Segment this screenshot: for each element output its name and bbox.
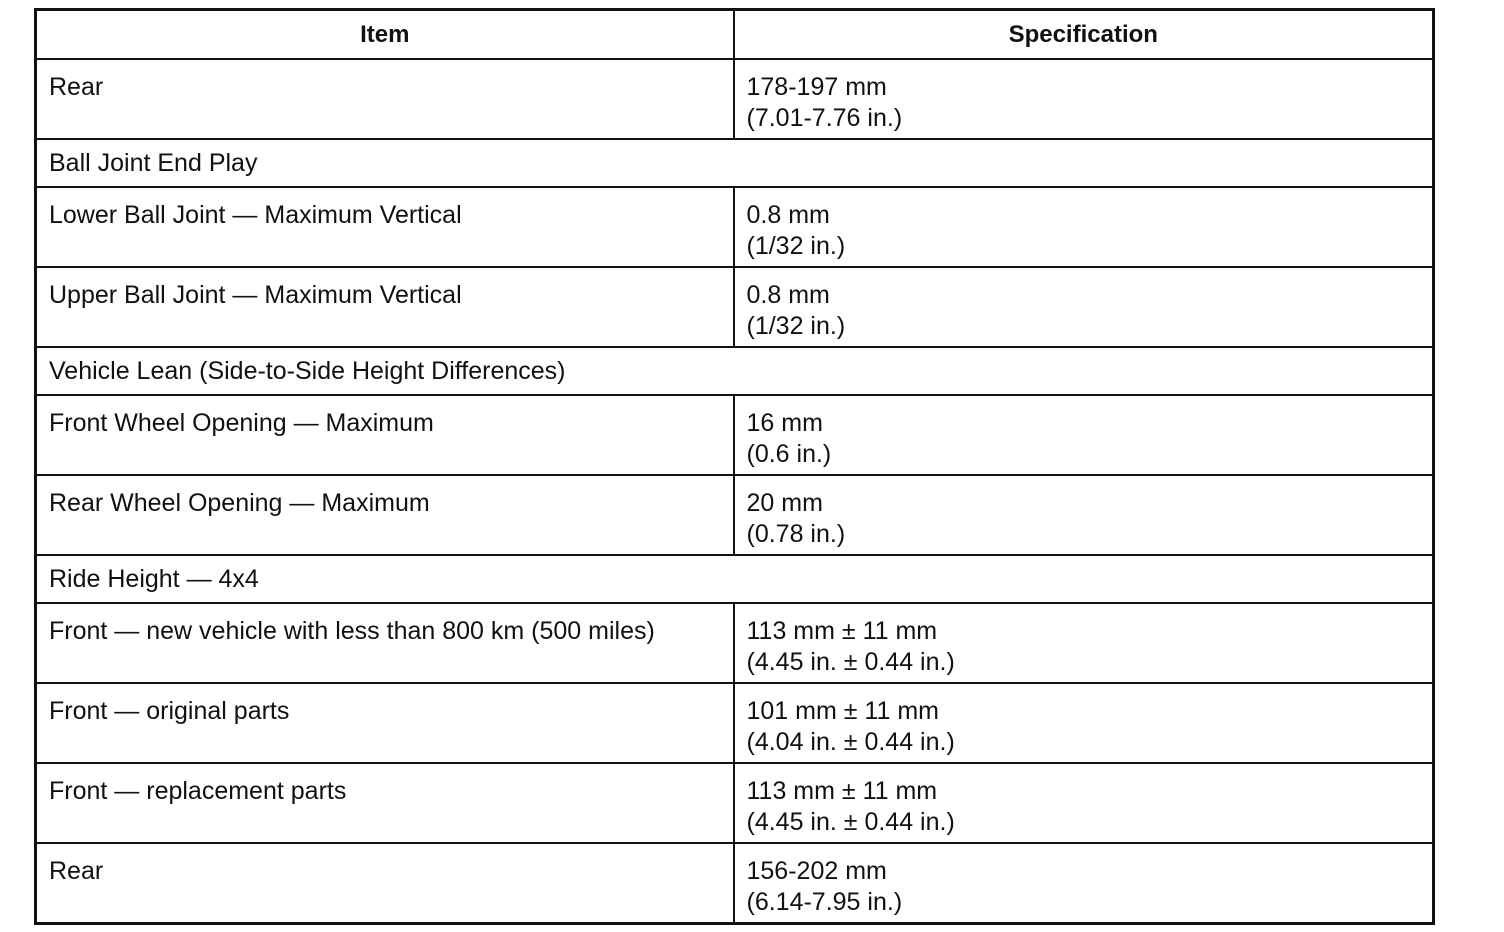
- spec-value: [735, 268, 1433, 342]
- spec-cell: [734, 267, 1434, 347]
- item-cell: [36, 683, 734, 763]
- spec-imperial: (4.45 in. ± 0.44 in.): [746, 808, 955, 836]
- spec-imperial: (7.01-7.76 in.): [746, 104, 903, 132]
- item-label: Front — original parts: [49, 697, 290, 725]
- table-row: [36, 267, 1434, 347]
- spec-value: [735, 764, 1433, 838]
- specification-table: [34, 8, 1435, 925]
- item-cell: [36, 59, 734, 139]
- spec-metric: 178-197 mm: [746, 73, 887, 101]
- item-label: Front — new vehicle with less than 800 km (500 miles): [49, 617, 655, 645]
- spec-cell: [734, 683, 1434, 763]
- spec-value: [735, 684, 1433, 758]
- section-row: [36, 555, 1434, 603]
- table-row: [36, 187, 1434, 267]
- item-cell: [36, 843, 734, 924]
- spec-metric: 156-202 mm: [746, 857, 887, 885]
- table-body: [36, 59, 1434, 924]
- item-label: Rear Wheel Opening — Maximum: [49, 489, 430, 517]
- section-title: Vehicle Lean (Side-to-Side Height Differences): [49, 356, 566, 385]
- section-title: Ball Joint End Play: [49, 148, 258, 177]
- item-cell: [36, 763, 734, 843]
- spec-metric: 0.8 mm: [746, 281, 830, 309]
- item-cell: [36, 187, 734, 267]
- item-label: Upper Ball Joint — Maximum Vertical: [49, 281, 462, 309]
- item-cell: [36, 267, 734, 347]
- table-header-row: [36, 10, 1434, 60]
- spec-imperial: (4.04 in. ± 0.44 in.): [746, 728, 955, 756]
- spec-imperial: (1/32 in.): [746, 232, 846, 260]
- item-label: Front Wheel Opening — Maximum: [49, 409, 434, 437]
- table-row: [36, 59, 1434, 139]
- table-row: [36, 843, 1434, 924]
- spec-metric: 101 mm ± 11 mm: [746, 697, 939, 725]
- spec-value: [735, 396, 1433, 470]
- spec-metric: 113 mm ± 11 mm: [746, 777, 938, 805]
- section-title: Ride Height — 4x4: [49, 564, 259, 593]
- section-cell: [36, 555, 1434, 603]
- spec-imperial: (6.14-7.95 in.): [746, 888, 903, 916]
- spec-cell: [734, 395, 1434, 475]
- item-label: Rear: [49, 73, 104, 101]
- section-cell: [36, 347, 1434, 395]
- spec-metric: 113 mm ± 11 mm: [746, 617, 938, 645]
- spec-cell: [734, 475, 1434, 555]
- item-label: Rear: [49, 857, 104, 885]
- spec-metric: 20 mm: [746, 489, 823, 517]
- spec-value: [735, 604, 1433, 678]
- spec-cell: [734, 59, 1434, 139]
- item-label: Front — replacement parts: [49, 777, 347, 805]
- table-row: [36, 603, 1434, 683]
- table-row: [36, 763, 1434, 843]
- spec-value: [735, 476, 1433, 550]
- spec-metric: 0.8 mm: [746, 201, 830, 229]
- spec-metric: 16 mm: [746, 409, 823, 437]
- item-cell: [36, 395, 734, 475]
- spec-imperial: (1/32 in.): [746, 312, 846, 340]
- section-row: [36, 139, 1434, 187]
- table-row: [36, 475, 1434, 555]
- spec-imperial: (0.78 in.): [746, 520, 846, 548]
- item-cell: [36, 475, 734, 555]
- spec-value: [735, 844, 1433, 918]
- spec-value: [735, 188, 1433, 262]
- spec-cell: [734, 763, 1434, 843]
- table-row: [36, 395, 1434, 475]
- spec-value: [735, 60, 1433, 134]
- header-item: Item: [36, 10, 734, 60]
- section-row: [36, 347, 1434, 395]
- table-row: [36, 683, 1434, 763]
- spec-imperial: (0.6 in.): [746, 440, 832, 468]
- section-cell: [36, 139, 1434, 187]
- spec-imperial: (4.45 in. ± 0.44 in.): [746, 648, 955, 676]
- item-cell: [36, 603, 734, 683]
- header-specification: Specification: [734, 10, 1434, 60]
- spec-cell: [734, 187, 1434, 267]
- spec-cell: [734, 603, 1434, 683]
- item-label: Lower Ball Joint — Maximum Vertical: [49, 201, 462, 229]
- spec-cell: [734, 843, 1434, 924]
